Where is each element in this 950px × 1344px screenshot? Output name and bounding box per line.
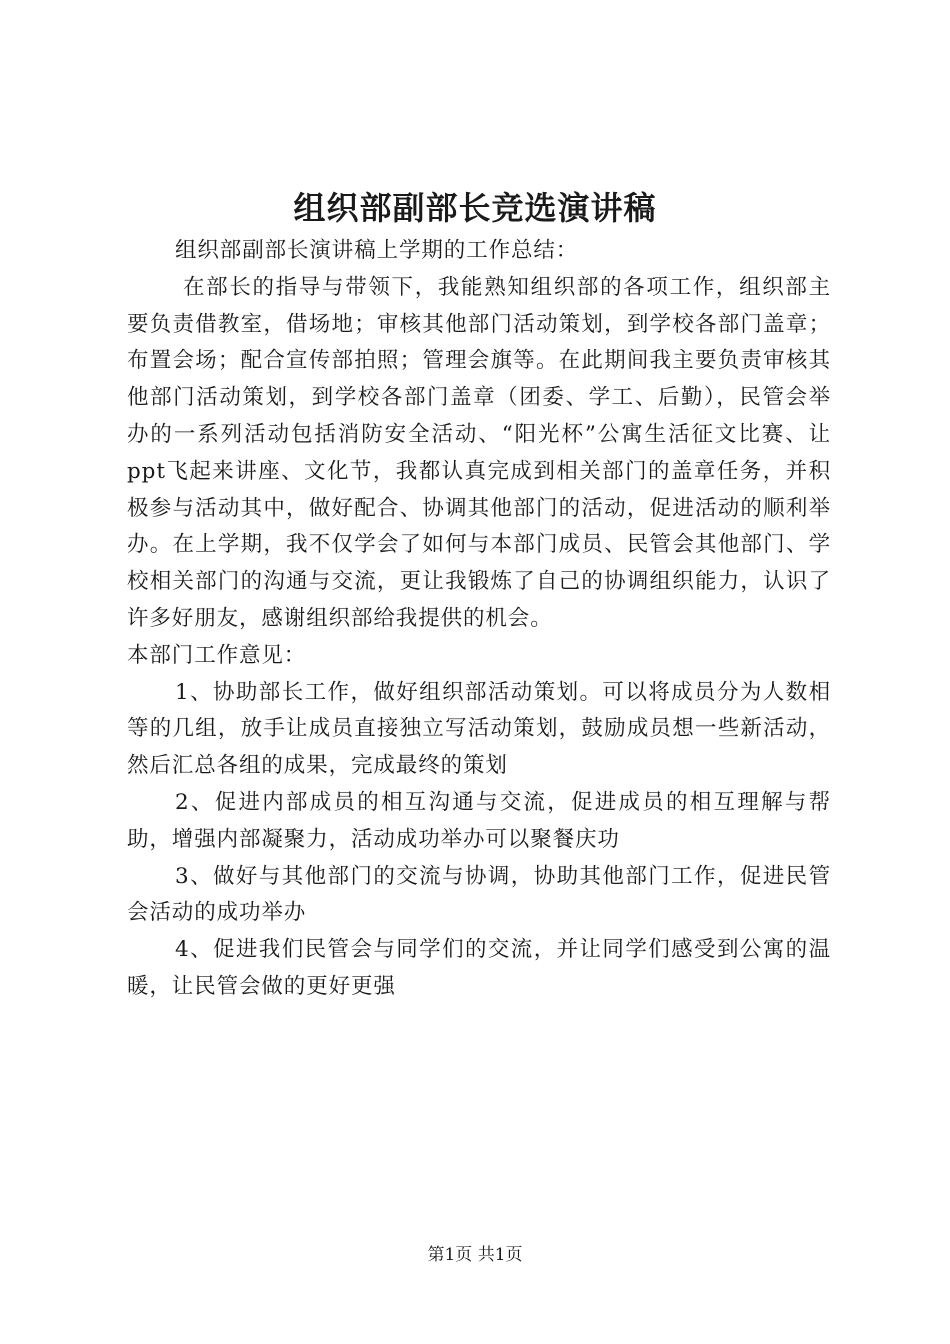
page-footer: 第1页 共1页 [427, 1245, 523, 1265]
document-title: 组织部副部长竞选演讲稿 [293, 189, 657, 227]
paragraph-summary-heading: 组织部副部长演讲稿上学期的工作总结： [175, 238, 579, 263]
paragraph-item-1: 1、协助部长工作，做好组织部活动策划。可以将成员分为人数相等的几组，放手让成员直接独立写活动策划，鼓励成员想一些新活动，然后汇总各组的成果，完成最终的策划 [127, 679, 831, 779]
paragraph-work-summary: 在部长的指导与带领下，我能熟知组织部的各项工作，组织部主要负责借教室，借场地；审核其他部门活动策划，到学校各部门盖章；布置会场；配合宣传部拍照；管理会旗等。在此期间我主要负责审核其他部门活动策划，到学校各部门盖章（团委、学工、后勤），民管会举办的一系列活动包括消防安全活动、“阳光杯”公寓生活征文比赛、让ppt飞起来讲座、文化节，我都认真完成到相关部门的盖章任务，并积极参与活动其中，做好配合、协调其他部门的活动，促进活动的顺利举办。在上学期，我不仅学会了如何与本部门成员、民管会其他部门、学校相关部门的沟通与交流，更让我锻炼了自己的协调组织能力，认识了许多好朋友，感谢组织部给我提供的机会。 [127, 274, 831, 631]
paragraph-opinion-heading: 本部门工作意见： [127, 642, 307, 668]
paragraph-item-4: 4、促进我们民管会与同学们的交流，并让同学们感受到公寓的温暖，让民管会做的更好更强 [127, 937, 831, 999]
paragraph-item-3: 3、做好与其他部门的交流与协调，协助其他部门工作，促进民管会活动的成功举办 [127, 863, 831, 926]
document-body [127, 233, 831, 1006]
paragraph-item-2: 2、促进内部成员的相互沟通与交流，促进成员的相互理解与帮助，增强内部凝聚力，活动成功举办可以聚餐庆功 [127, 789, 831, 852]
